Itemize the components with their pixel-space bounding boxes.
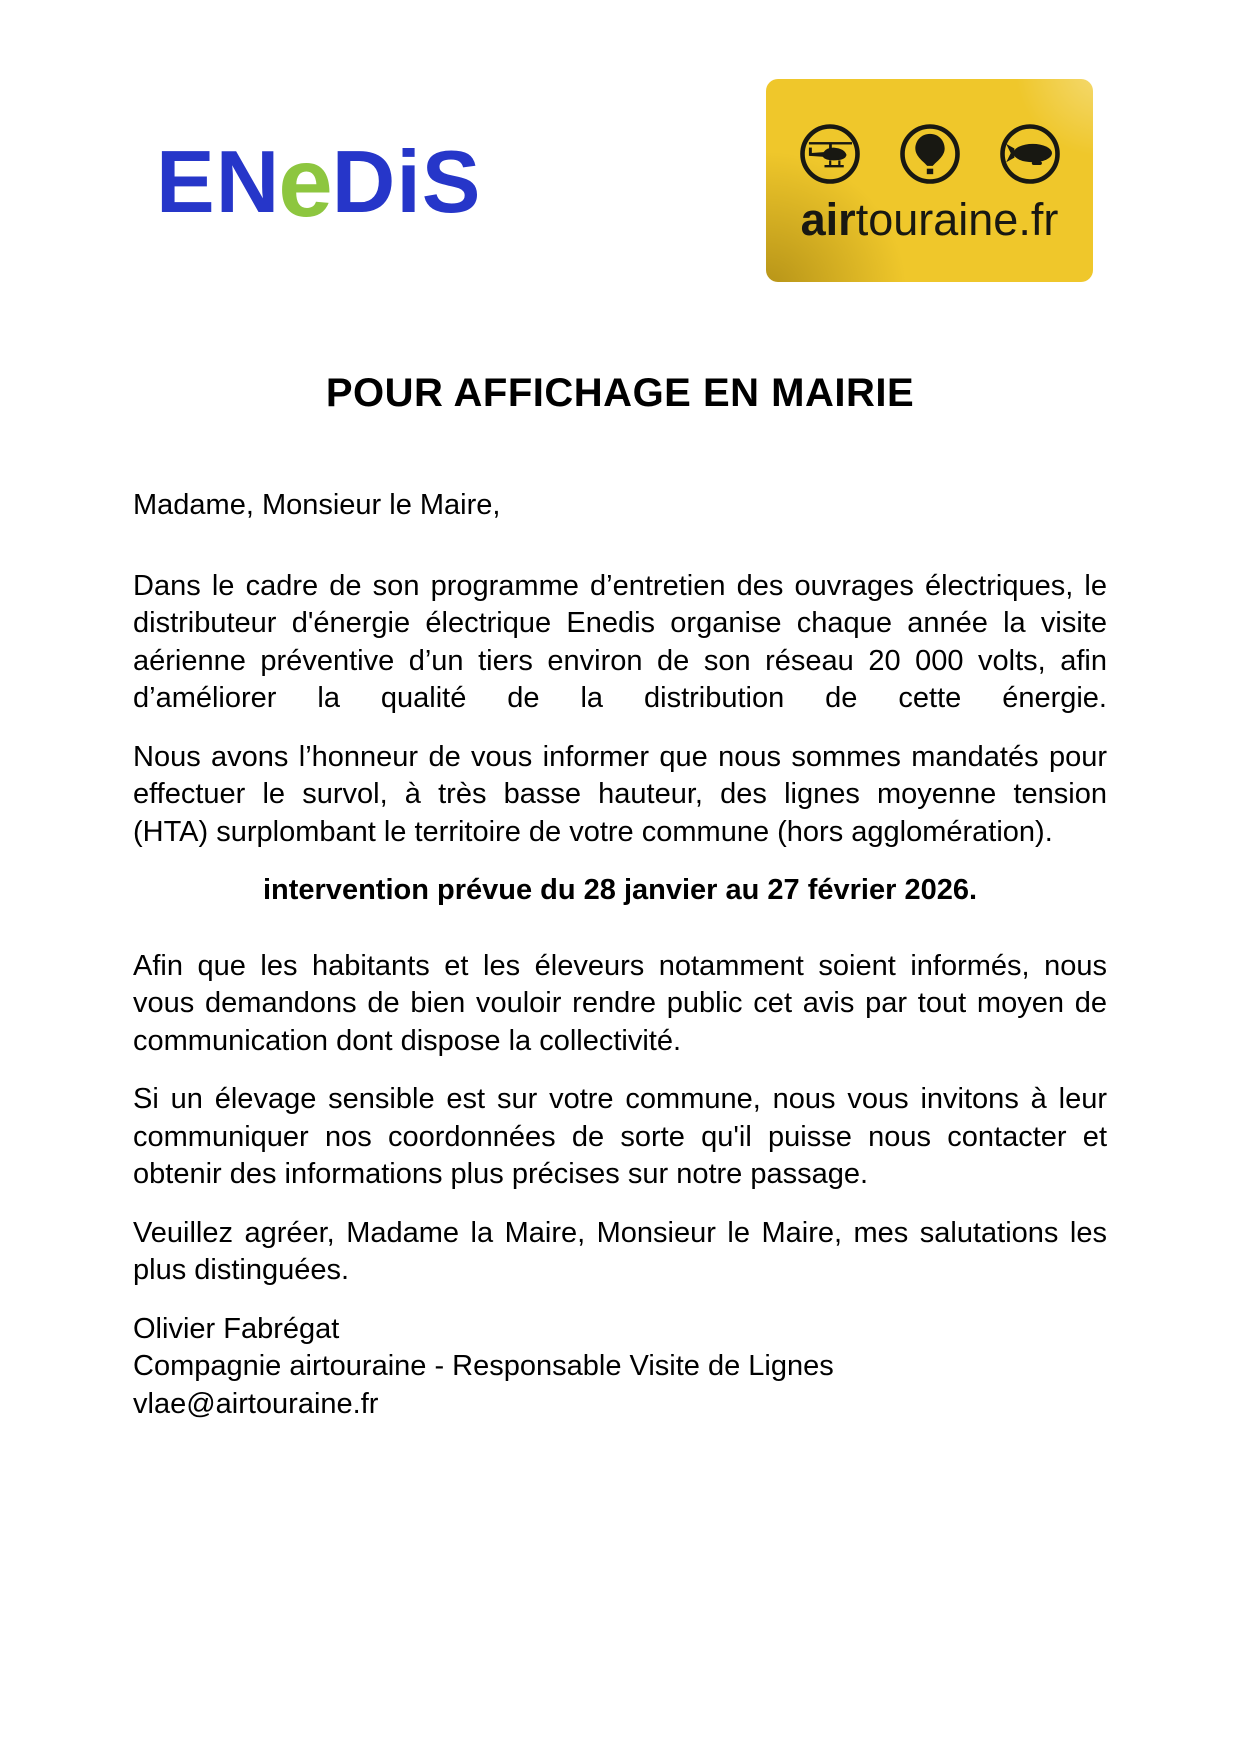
text-line: Nous avons l’honneur de vous informer que nous sommes mandatés pour (133, 740, 1107, 773)
text-line: Afin que les habitants et les éleveurs notamment soient informés, nous (133, 949, 1107, 982)
enedis-logo-dis: DiS (331, 132, 482, 231)
text-line: obtenir des informations plus précises sur notre passage. (133, 1158, 869, 1190)
text-line: communiquer nos coordonnées de sorte qu'il puisse nous contacter et (133, 1120, 1107, 1153)
text-line: communication dont dispose la collectivité. (133, 1024, 682, 1057)
text-line: Compagnie airtouraine - Responsable Visite de Lignes (133, 1350, 834, 1382)
paragraph-information-publique (133, 948, 1107, 1061)
paragraph-salutations (133, 1215, 1107, 1290)
airship-icon (997, 121, 1063, 187)
airtouraine-wordmark-touraine: touraine.fr (855, 194, 1059, 245)
enedis-logo-e: e (278, 127, 334, 237)
text-line: vous demandons de bien vouloir rendre public cet avis par tout moyen de (133, 987, 1107, 1019)
text-line: effectuer le survol, à très basse hauteur, des lignes moyenne tension (133, 778, 1107, 810)
text-line: plus distinguées. (133, 1254, 350, 1286)
page-title: POUR AFFICHAGE EN MAIRIE (325, 371, 915, 415)
text-line: Madame, Monsieur le Maire, (133, 489, 501, 521)
text-line: aérienne préventive d’un tiers environ de son réseau 20 000 volts, afin (133, 644, 1107, 677)
enedis-logo-en: EN (156, 132, 281, 231)
airtouraine-logo (766, 79, 1093, 282)
letter-body (133, 487, 1107, 1423)
text-line: (HTA) surplombant le territoire de votre commune (hors agglomération). (133, 815, 1053, 848)
text-line: Olivier Fabrégat (133, 1312, 340, 1345)
signature-block (133, 1311, 1107, 1424)
text-line: Si un élevage sensible est sur votre commune, nous vous invitons à leur (133, 1083, 1107, 1115)
paragraph-survol (133, 739, 1107, 852)
text-line: Dans le cadre de son programme d’entretien des ouvrages électriques, le (133, 569, 1107, 602)
helicopter-icon (797, 121, 863, 187)
airtouraine-icon-row (797, 121, 1063, 187)
paragraph-elevage (133, 1081, 1107, 1194)
airtouraine-wordmark (800, 194, 1059, 245)
text-line: Veuillez agréer, Madame la Maire, Monsieur le Maire, mes salutations les (133, 1216, 1107, 1249)
text-line: distributeur d'énergie électrique Enedis organise chaque année la visite (133, 607, 1107, 639)
hot-air-balloon-icon (897, 121, 963, 187)
intervention-dates (133, 872, 1107, 910)
paragraph-programme (133, 568, 1107, 718)
enedis-logo (156, 127, 482, 237)
text-line: vlae@airtouraine.fr (133, 1387, 379, 1420)
greeting (133, 487, 1107, 525)
text-line: intervention prévue du 28 janvier au 27 février 2026. (262, 874, 978, 906)
airtouraine-wordmark-air: air (800, 194, 856, 245)
text-line: d’améliorer la qualité de la distribution de cette énergie. (133, 682, 1107, 714)
